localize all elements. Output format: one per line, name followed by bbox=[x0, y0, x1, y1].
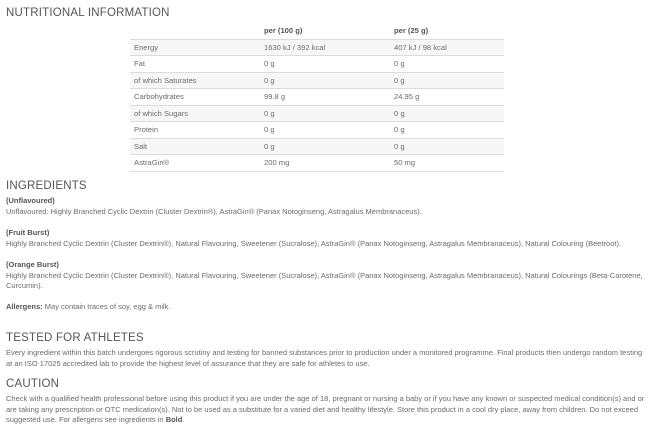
unflavoured-heading: (Unflavoured) bbox=[6, 196, 55, 205]
table-cell: 24.95 g bbox=[390, 89, 504, 106]
table-cell: Carbohydrates bbox=[130, 89, 260, 106]
table-row bbox=[130, 39, 504, 56]
nutrition-table bbox=[130, 23, 504, 172]
table-header-row bbox=[130, 23, 504, 39]
unflavoured-text: Unflavoured: Highly Branched Cyclic Dextrin (Cluster Dextrin®), AstraGin® (Panax Notoginseng, Astragalus Membranaceus). bbox=[6, 206, 422, 216]
table-row bbox=[130, 138, 504, 155]
table-row bbox=[130, 122, 504, 139]
table-cell: 50 mg bbox=[390, 155, 504, 172]
table-cell: Protein bbox=[130, 122, 260, 139]
table-row bbox=[130, 155, 504, 172]
table-row bbox=[130, 56, 504, 73]
table-header-cell bbox=[130, 23, 260, 39]
table-cell: Salt bbox=[130, 138, 260, 155]
caution-bold-word: Bold bbox=[165, 415, 183, 425]
table-cell: AstraGin® bbox=[130, 155, 260, 172]
caution-end: . bbox=[182, 415, 185, 425]
table-cell: 0 g bbox=[390, 56, 504, 73]
orange-burst-heading: (Orange Burst) bbox=[6, 260, 59, 269]
nutrition-title: NUTRITIONAL INFORMATION bbox=[6, 7, 170, 19]
allergens-label: Allergens: bbox=[6, 302, 43, 311]
fruit-burst-heading: (Fruit Burst) bbox=[6, 228, 50, 237]
table-cell: 407 kJ / 98 kcal bbox=[390, 39, 504, 56]
ingredients-section bbox=[6, 196, 646, 217]
allergens-line bbox=[6, 302, 646, 313]
table-cell: 99.8 g bbox=[260, 89, 390, 106]
orange-burst-text: Highly Branched Cyclic Dextrin (Cluster Dextrin®), Natural Flavouring, Sweetener (Sucralose), AstraGin® (Panax Notoginseng, Astragalus Membranaceus), Natural Colourings (Beta-Carotene, Curcumin). bbox=[6, 270, 643, 291]
caution-section bbox=[6, 394, 646, 426]
table-cell: 1630 kJ / 392 kcal bbox=[260, 39, 390, 56]
table-cell: 0 g bbox=[390, 105, 504, 122]
table-cell: Energy bbox=[130, 39, 260, 56]
table-cell: 0 g bbox=[260, 72, 390, 89]
table-cell: 0 g bbox=[390, 122, 504, 139]
table-row bbox=[130, 89, 504, 106]
table-row bbox=[130, 72, 504, 89]
tested-section bbox=[6, 348, 646, 369]
caution-title: CAUTION bbox=[6, 378, 60, 390]
table-header-cell: per (25 g) bbox=[390, 23, 504, 39]
table-row bbox=[130, 105, 504, 122]
allergens-text: May contain traces of soy, egg & milk. bbox=[42, 302, 171, 311]
caution-text: Check with a qualified health professional before using this product if you are under the age of 18, pregnant or nursing a baby or if you have any known or suspected medical condition(s) and or are taking any prescription or OTC medication(s). Not to be used as a substitute for a varied diet and healthy lifestyle. Store this product in a cool dry place, away from children. Do not exceed suggested use. For allergens see ingredients in bbox=[6, 394, 645, 425]
fruit-burst-text: Highly Branched Cyclic Dextrin (Cluster Dextrin®), Natural Flavouring, Sweetener (Sucralose), AstraGin® (Panax Notoginseng, Astragalus Membranaceus), Natural Colouring (Beetroot). bbox=[6, 238, 622, 248]
table-cell: 0 g bbox=[390, 138, 504, 155]
table-cell: 0 g bbox=[260, 56, 390, 73]
table-cell: 0 g bbox=[260, 105, 390, 122]
table-cell: 0 g bbox=[390, 72, 504, 89]
table-cell: of which Saturates bbox=[130, 72, 260, 89]
table-cell: 0 g bbox=[260, 138, 390, 155]
table-cell: of which Sugars bbox=[130, 105, 260, 122]
orange-burst-section bbox=[6, 260, 646, 292]
table-cell: Fat bbox=[130, 56, 260, 73]
tested-title: TESTED FOR ATHLETES bbox=[6, 332, 144, 344]
table-cell: 0 g bbox=[260, 122, 390, 139]
ingredients-title: INGREDIENTS bbox=[6, 180, 87, 192]
table-cell: 200 mg bbox=[260, 155, 390, 172]
tested-text: Every ingredient within this batch undergoes rigorous scrutiny and testing for banned substances prior to production under a monitored programme. Final products then undergo random testing at an ISO 17025 accredited lab to provide the highest level of assurance that they are safe for athletes to use. bbox=[6, 348, 643, 368]
fruit-burst-section bbox=[6, 228, 646, 249]
table-header-cell: per (100 g) bbox=[260, 23, 390, 39]
